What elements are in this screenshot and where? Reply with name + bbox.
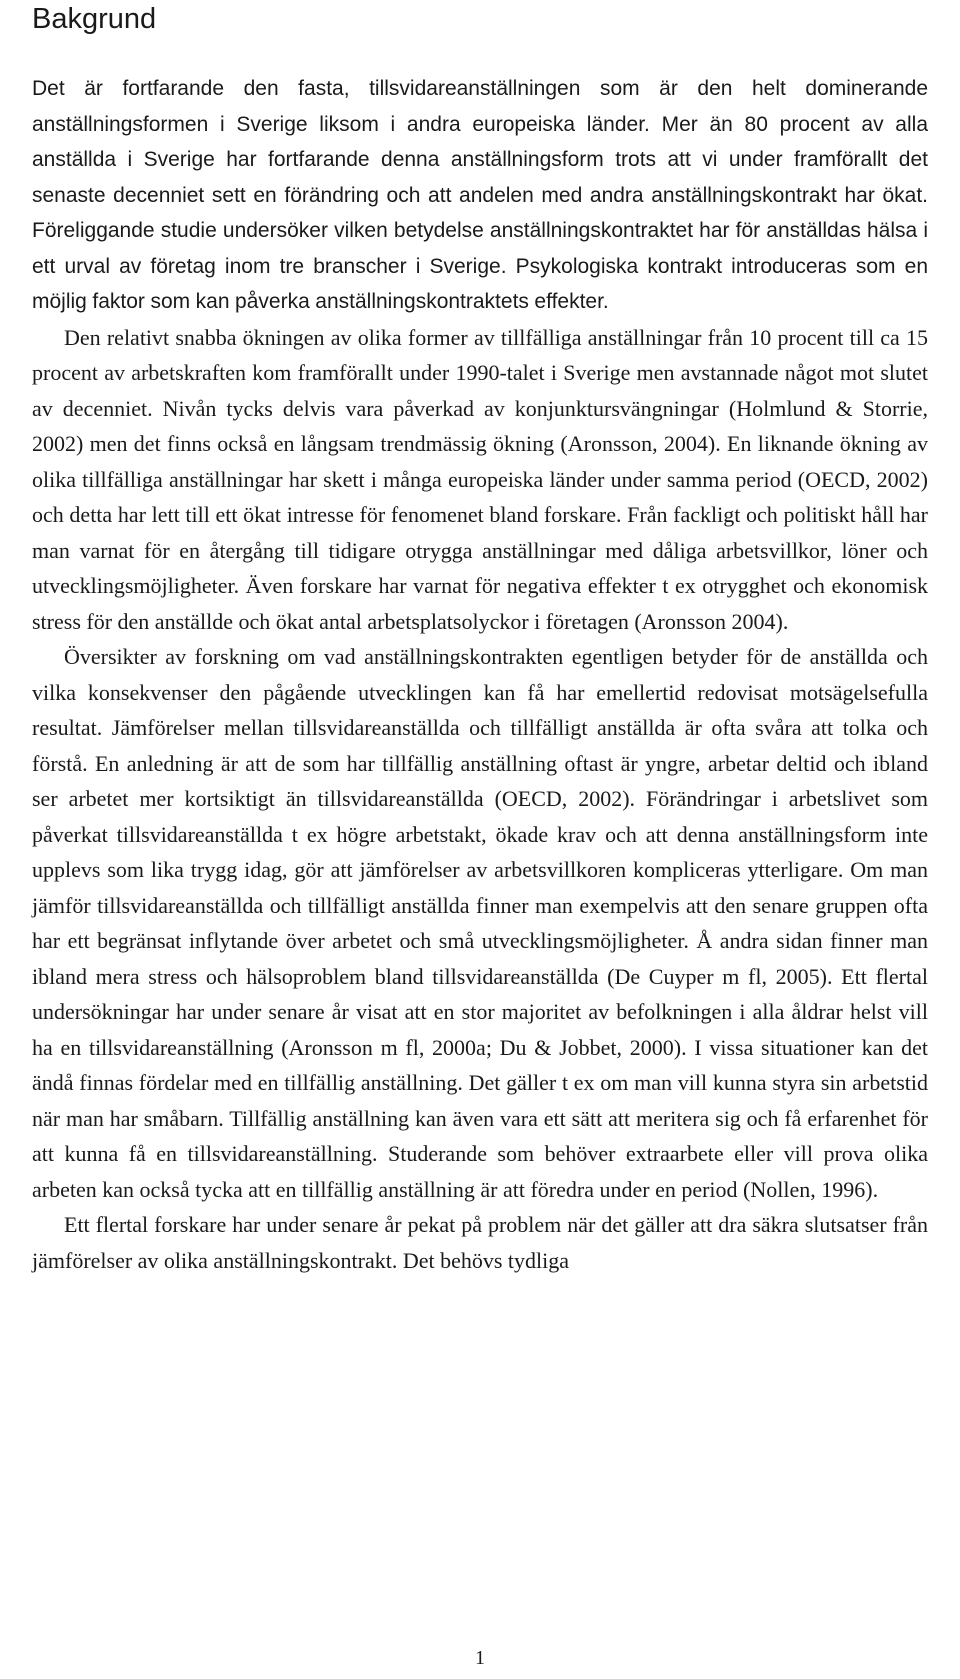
paragraph-intro: Det är fortfarande den fasta, tillsvidareanställningen som är den helt dominerande anställningsformen i Sverige liksom i andra europeiska länder. Mer än 80 procent av alla anställda i Sverige har fortfarande denna anställningsform trots att vi under framförallt det senaste decenniet sett en förändring och att andelen med andra anställningskontrakt har ökat. Föreliggande studie undersöker vilken betydelse anställningskontraktet har för anställdas hälsa i ett urval av företag inom tre branscher i Sverige. Psykologiska kontrakt introduceras som en möjlig faktor som kan påverka anställningskontraktets effekter. bbox=[32, 77, 928, 313]
section-heading: Bakgrund bbox=[32, 3, 157, 35]
page-number: 1 bbox=[475, 1647, 485, 1669]
paragraph-research-overview: Översikter av forskning om vad anställningskontrakten egentligen betyder för de anställda och vilka konsekvenser den pågående utvecklingen kan få har emellertid redovisat motsägelsefulla resultat. Jämförelser mellan tillsvidareanställda och tillfälligt anställda är ofta svåra att tolka och förstå. En anledning är att de som har tillfällig anställning oftast är yngre, arbetar deltid och ibland ser arbetet mer kortsiktigt än tillsvidareanställda (OECD, 2002). Förändringar i arbetslivet som påverkat tillsvidareanställda t ex högre arbetstakt, ökade krav och att denna anställningsform inte upplevs som lika trygg idag, gör att jämförelser av arbetsvillkoren kompliceras ytterligare. Om man jämför tillsvidareanställda och tillfälligt anställda finner man exempelvis att den senare gruppen ofta har ett begränsat inflytande över arbetet och små utvecklingsmöjligheter. Å andra sidan finner man ibland mera stress och hälsoproblem bland tillsvidareanställda (De Cuyper m fl, 2005). Ett flertal undersökningar har under senare år visat att en stor majoritet av befolkningen i alla åldrar helst vill ha en tillsvidareanställning (Aronsson m fl, 2000a; Du & Jobbet, 2000). I vissa situationer kan det ändå finnas fördelar med en tillfällig anställning. Det gäller t ex om man vill kunna styra sin arbetstid när man har småbarn. Tillfällig anställning kan även vara ett sätt att meritera sig och få erfarenhet för att kunna få en tillsvidareanställning. Studerande som behöver extraarbete eller vill prova olika arbeten kan också tycka att en tillfällig anställning är att föredra under en period (Nollen, 1996). bbox=[32, 644, 928, 1202]
document-page bbox=[32, 0, 928, 1278]
paragraph-research-problems: Ett flertal forskare har under senare år pekat på problem när det gäller att dra säkra slutsatser från jämförelser av olika anställningskontrakt. Det behövs tydliga bbox=[32, 1212, 928, 1273]
paragraph-temporary-employment-growth: Den relativt snabba ökningen av olika former av tillfälliga anställningar från 10 procent till ca 15 procent av arbetskraften kom framförallt under 1990-talet i Sverige men avstannade något mot slutet av decenniet. Nivån tycks delvis vara påverkad av konjunktursvängningar (Holmlund & Storrie, 2002) men det finns också en långsam trendmässig ökning (Aronsson, 2004). En liknande ökning av olika tillfälliga anställningar har skett i många europeiska länder under samma period (OECD, 2002) och detta har lett till ett ökat intresse för fenomenet bland forskare. Från fackligt och politiskt håll har man varnat för en återgång till tidigare otrygga anställningar med dåliga arbetsvillkor, löner och utvecklingsmöjligheter. Även forskare har varnat för negativa effekter t ex otrygghet och ekonomisk stress för den anställde och ökat antal arbetsplatsolyckor i företagen (Aronsson 2004). bbox=[32, 324, 928, 634]
